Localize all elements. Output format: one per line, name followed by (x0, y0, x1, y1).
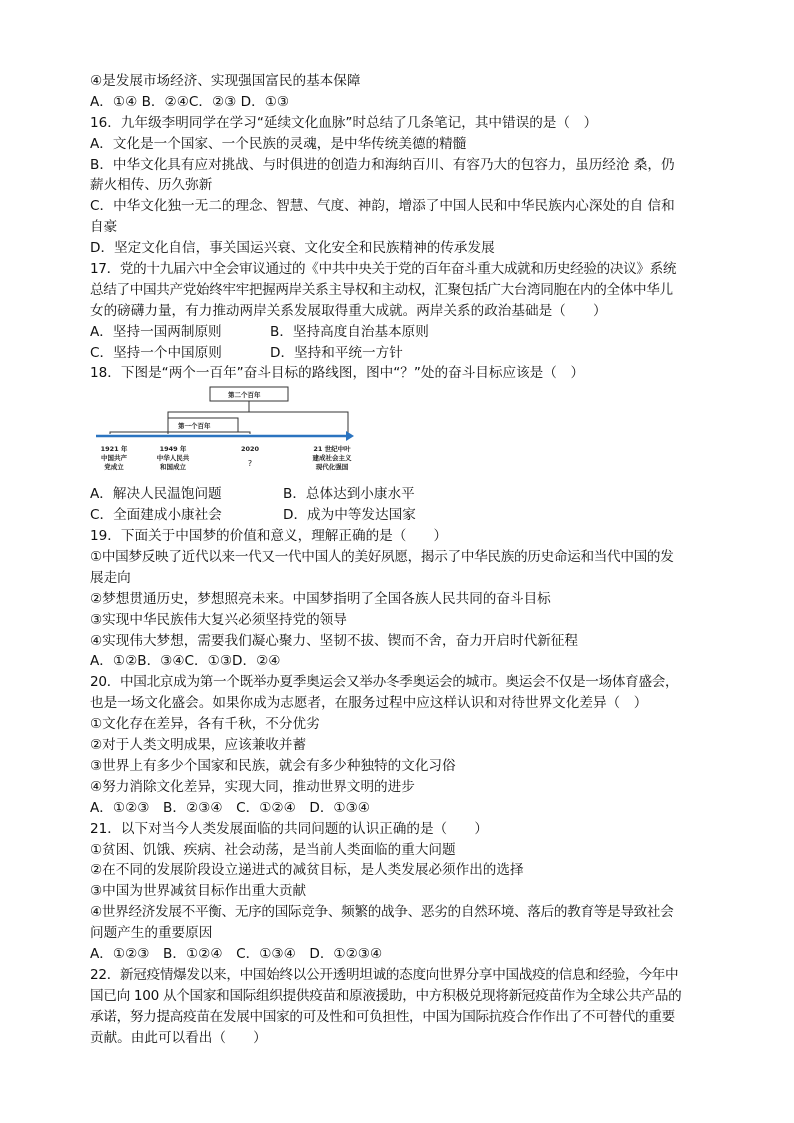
text-line: ③中国为世界减贫目标作出重大贡献 (90, 883, 307, 900)
text-line: 承诺，努力提高疫苗在发展中国家的可及性和可负担性，中国为国际抗疫合作作出了不可替代的重要 (90, 1008, 675, 1025)
milestone-1949-year: 1949 年 (159, 445, 187, 454)
text-line: ③世界上有多少个国家和民族，就会有多少种独特的文化习俗 (90, 757, 456, 774)
question-17-stem: 17．党的十九届六中全会审议通过的《中共中央关于党的百年奋斗重大成就和历史经验的决议》系统 (90, 261, 677, 278)
milestone-1921-desc: 党成立 (104, 463, 124, 472)
answer-options: A．①②③ B．①②④ C．①③④ D．①②③④ (90, 945, 383, 962)
text-line: 薪火相传、历久弥新 (90, 177, 213, 194)
text-line: ③实现中华民族伟大复兴必须坚持党的领导 (90, 611, 347, 628)
milestone-1921 (94, 445, 134, 472)
exam-page (90, 71, 708, 1048)
question-16-stem: 16．九年级李明同学在学习“延续文化血脉”时总结了几条笔记，其中错误的是（ ） (90, 114, 598, 131)
text-line: ④是发展市场经济、实现强国富民的基本保障 (90, 73, 361, 89)
option-b: B．总体达到小康水平 (283, 486, 415, 503)
milestone-1949 (148, 445, 198, 472)
question-21-stem: 21．以下对当今人类发展面临的共同问题的认识正确的是（ ） (90, 820, 488, 837)
text-line: ④实现伟大梦想，需要我们凝心聚力、坚韧不拔、锲而不舍，奋力开启时代新征程 (90, 632, 578, 649)
text-line: C．中华文化独一无二的理念、智慧、气度、神韵，增添了中国人民和中华民族内心深处的自 信和 (90, 198, 675, 215)
option-d: D．成为中等发达国家 (283, 507, 416, 524)
first-century-bracket-left (110, 432, 168, 434)
text-line: ①贫困、饥饿、疾病、社会动荡，是当前人类面临的重大问题 (90, 841, 456, 858)
option-a: A．坚持一国两制原则 (90, 323, 222, 340)
text-line: 问题产生的重要原因 (90, 925, 213, 942)
text-line: 总结了中国共产党始终牢牢把握两岸关系主导权和主动权，汇聚包括广大台湾同胞在内的全体中华儿 (90, 281, 673, 298)
option-c: C．坚持一个中国原则 (90, 344, 222, 361)
q18-options-row-1 (90, 484, 708, 505)
milestone-mid-century-year: 21 世纪中叶 (313, 445, 351, 454)
two-centenary-roadmap-diagram (90, 384, 708, 484)
first-century-label: 第一个百年 (178, 422, 211, 431)
questions-15-17 (90, 71, 708, 322)
answer-options: A．①②B．③④C．①③D．②④ (90, 653, 281, 670)
q18-options-row-2 (90, 505, 708, 526)
option-a: A．解决人民温饱问题 (90, 486, 222, 503)
milestone-2020-year: 2020 (240, 445, 260, 454)
text-line: A．文化是一个国家、一个民族的灵魂，是中华传统美德的精髓 (90, 135, 467, 152)
questions-19-22 (90, 526, 708, 1048)
text-line: ①中国梦反映了近代以来一代又一代中国人的美好夙愿，揭示了中华民族的历史命运和当代中国的发 (90, 549, 674, 566)
text-line: ①文化存在差异，各有千秋，不分优劣 (90, 716, 320, 733)
text-line: ④努力消除文化差异，实现大同，推动世界文明的进步 (90, 778, 415, 795)
second-century-label: 第二个百年 (228, 391, 261, 400)
milestone-2020 (230, 445, 270, 468)
text-line: 女的磅礴力量，有力推动两岸关系发展取得重大成就。两岸关系的政治基础是（ ） (90, 302, 607, 319)
first-century-bracket-right (238, 432, 250, 434)
text-line: ②梦想贯通历史，梦想照亮未来。中国梦指明了全国各族人民共同的奋斗目标 (90, 590, 551, 607)
text-line: 展走向 (90, 569, 131, 586)
milestone-mid-century-desc: 现代化强国 (315, 463, 349, 472)
text-line: 贡献。由此可以看出（ ） (90, 1029, 267, 1046)
milestone-1921-year: 1921 年 (100, 445, 128, 454)
option-d: D．坚持和平统一方针 (270, 344, 403, 361)
question-20-stem: 20．中国北京成为第一个既举办夏季奥运会又举办冬季奥运会的城市。奥运会不仅是一场体育盛会， (90, 674, 679, 691)
question-22-stem: 22．新冠疫情爆发以来，中国始终以公开透明坦诚的态度向世界分享中国战疫的信息和经验，今年中 (90, 966, 679, 983)
answer-options: A．①④ B．②④C．②③ D．①③ (90, 93, 290, 110)
q17-options-row-1 (90, 322, 708, 343)
milestone-1921-desc: 中国共产 (101, 454, 127, 463)
milestone-1949-desc: 和国成立 (160, 463, 186, 472)
milestone-2020-question-mark: ? (247, 459, 253, 469)
option-b: B．坚持高度自治基本原则 (270, 323, 429, 340)
text-line: B．中华文化具有应对挑战、与时俱进的创造力和海纳百川、有容乃大的包容力，虽历经沧 桑，仍 (90, 156, 675, 173)
option-c: C．全面建成小康社会 (90, 507, 222, 524)
q17-options-row-2 (90, 343, 708, 364)
timeline-arrow-icon (346, 431, 354, 441)
milestone-1949-desc: 中华人民共 (156, 454, 190, 463)
answer-options: A．①②③ B．②③④ C．①②④ D．①③④ (90, 799, 370, 816)
milestone-mid-century-desc: 建成社会主义 (312, 454, 352, 463)
text-line: 也是一场文化盛会。如果你成为志愿者，在服务过程中应这样认识和对待世界文化差异（ ） (90, 695, 648, 712)
question-18-stem: 18．下图是“两个一百年”奋斗目标的路线图，图中“？”处的奋斗目标应该是（ ） (90, 365, 585, 382)
text-line: ②在不同的发展阶段设立递进式的减贫目标，是人类发展必须作出的选择 (90, 862, 524, 879)
text-line: ②对于人类文明成果，应该兼收并蓄 (90, 737, 307, 754)
text-line: D．坚定文化自信，事关国运兴衰、文化安全和民族精神的传承发展 (90, 240, 495, 257)
text-line: ④世界经济发展不平衡、无序的国际竞争、频繁的战争、恶劣的自然环境、落后的教育等是导致社会 (90, 904, 674, 921)
question-19-stem: 19．下面关于中国梦的价值和意义，理解正确的是（ ） (90, 528, 448, 545)
text-line: 自豪 (90, 219, 118, 236)
text-line: 国已向 100 从个国家和国际组织提供疫苗和原液援助，中方积极兑现将新冠疫苗作为全球公共产品的 (90, 987, 682, 1004)
milestone-mid-century (302, 445, 362, 472)
